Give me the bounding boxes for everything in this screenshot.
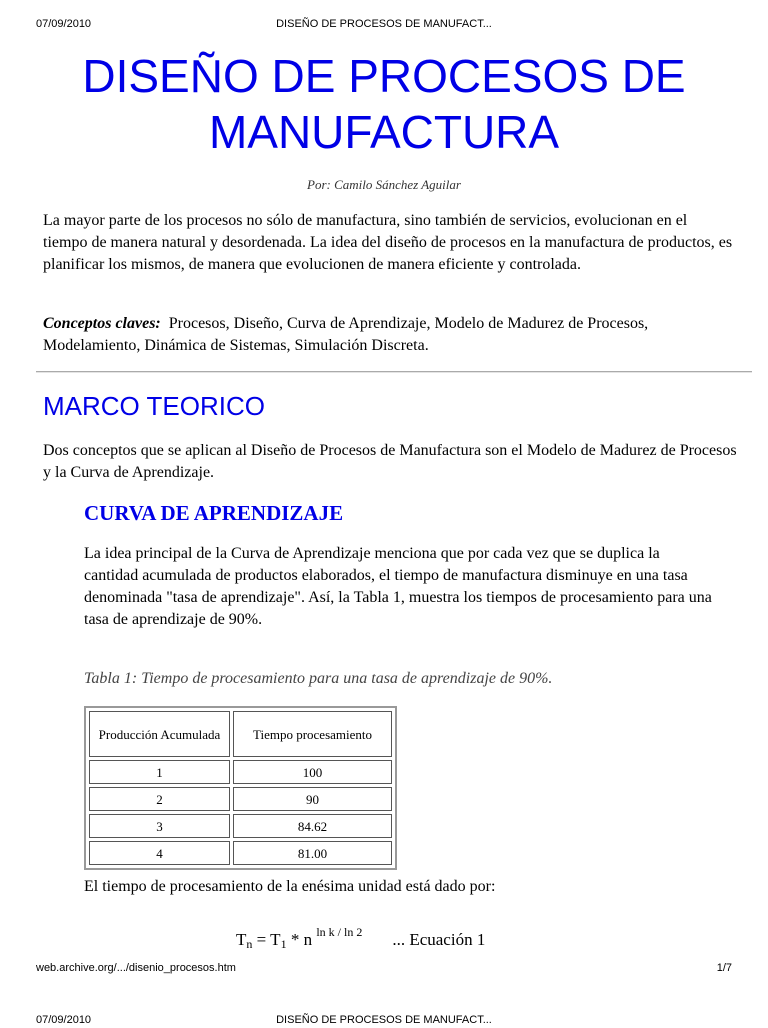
subsection-paragraph: La idea principal de la Curva de Aprendizaje menciona que por cada vez que se duplica la cantidad acumulada de productos elaborados, el tiempo de manufactura disminuye en una tasa denominada "tasa de aprendizaje". Así, la Tabla 1, muestra los tiempos de procesamiento para una tasa de aprendizaje de 90%. (84, 545, 712, 628)
table-header-row (89, 711, 392, 757)
subsection-heading: CURVA DE APRENDIZAJE (84, 501, 344, 525)
section-paragraph: Dos conceptos que se aplican al Diseño de Procesos de Manufactura son el Modelo de Madurez de Procesos y la Curva de Aprendizaje. (43, 442, 737, 481)
table-cell: 81.00 (233, 841, 392, 865)
next-print-title: DISEÑO DE PROCESOS DE MANUFACT... (276, 1014, 492, 1026)
equation-sub-n: n (246, 937, 253, 951)
table-row (89, 787, 392, 811)
table-cell: 100 (233, 760, 392, 784)
print-footer (36, 962, 732, 976)
equation-equals: = T (252, 930, 281, 949)
table-header-cell: Producción Acumulada (89, 711, 230, 757)
document-title (20, 48, 748, 160)
table-cell: 4 (89, 841, 230, 865)
section-divider (36, 371, 752, 373)
keywords-paragraph (43, 313, 733, 357)
footer-url: web.archive.org/.../disenio_procesos.htm (36, 962, 236, 974)
formula-intro: El tiempo de procesamiento de la enésima unidad está dado por: (84, 878, 496, 895)
section-heading: MARCO TEORICO (43, 391, 265, 421)
page-number: 1/7 (716, 962, 732, 974)
table-cell: 84.62 (233, 814, 392, 838)
print-title: DISEÑO DE PROCESOS DE MANUFACT... (276, 18, 492, 30)
table-cell: 90 (233, 787, 392, 811)
print-date: 07/09/2010 (36, 18, 92, 30)
print-header (36, 18, 732, 32)
table-row (89, 760, 392, 784)
keywords-text: Procesos, Diseño, Curva de Aprendizaje, Modelo de Madurez de Procesos, Modelamiento, Dinámica de Sistemas, Simulación Discreta. (43, 315, 649, 354)
equation-mul: * n (286, 930, 317, 949)
equation-sub-1: 1 (280, 937, 287, 951)
title-line-2: MANUFACTURA (208, 106, 560, 158)
title-line-1: DISEÑO DE PROCESOS DE (82, 50, 686, 102)
table-cell: 1 (89, 760, 230, 784)
table-cell: 2 (89, 787, 230, 811)
table-row (89, 841, 392, 865)
keywords-label: Conceptos claves: (43, 315, 161, 332)
equation-label: ... Ecuación 1 (392, 930, 486, 949)
table-caption: Tabla 1: Tiempo de procesamiento para una tasa de aprendizaje de 90%. (84, 670, 553, 687)
table-cell: 3 (89, 814, 230, 838)
equation-t: T (236, 930, 247, 949)
next-print-date: 07/09/2010 (36, 1014, 92, 1026)
equation-exponent: ln k / ln 2 (316, 925, 363, 939)
equation-1 (236, 920, 485, 956)
table-header-cell: Tiempo procesamiento (233, 711, 392, 757)
table-row (89, 814, 392, 838)
intro-paragraph: La mayor parte de los procesos no sólo de manufactura, sino también de servicios, evolucionan en el tiempo de manera natural y desordenada. La idea del diseño de procesos en la manufactura de productos, es planificar los mismos, de manera que evolucionen de manera eficiente y controlada. (43, 212, 733, 273)
learning-curve-table (84, 706, 397, 870)
author-byline: Por: Camilo Sánchez Aguilar (307, 177, 461, 192)
next-page-header (36, 1014, 732, 1028)
